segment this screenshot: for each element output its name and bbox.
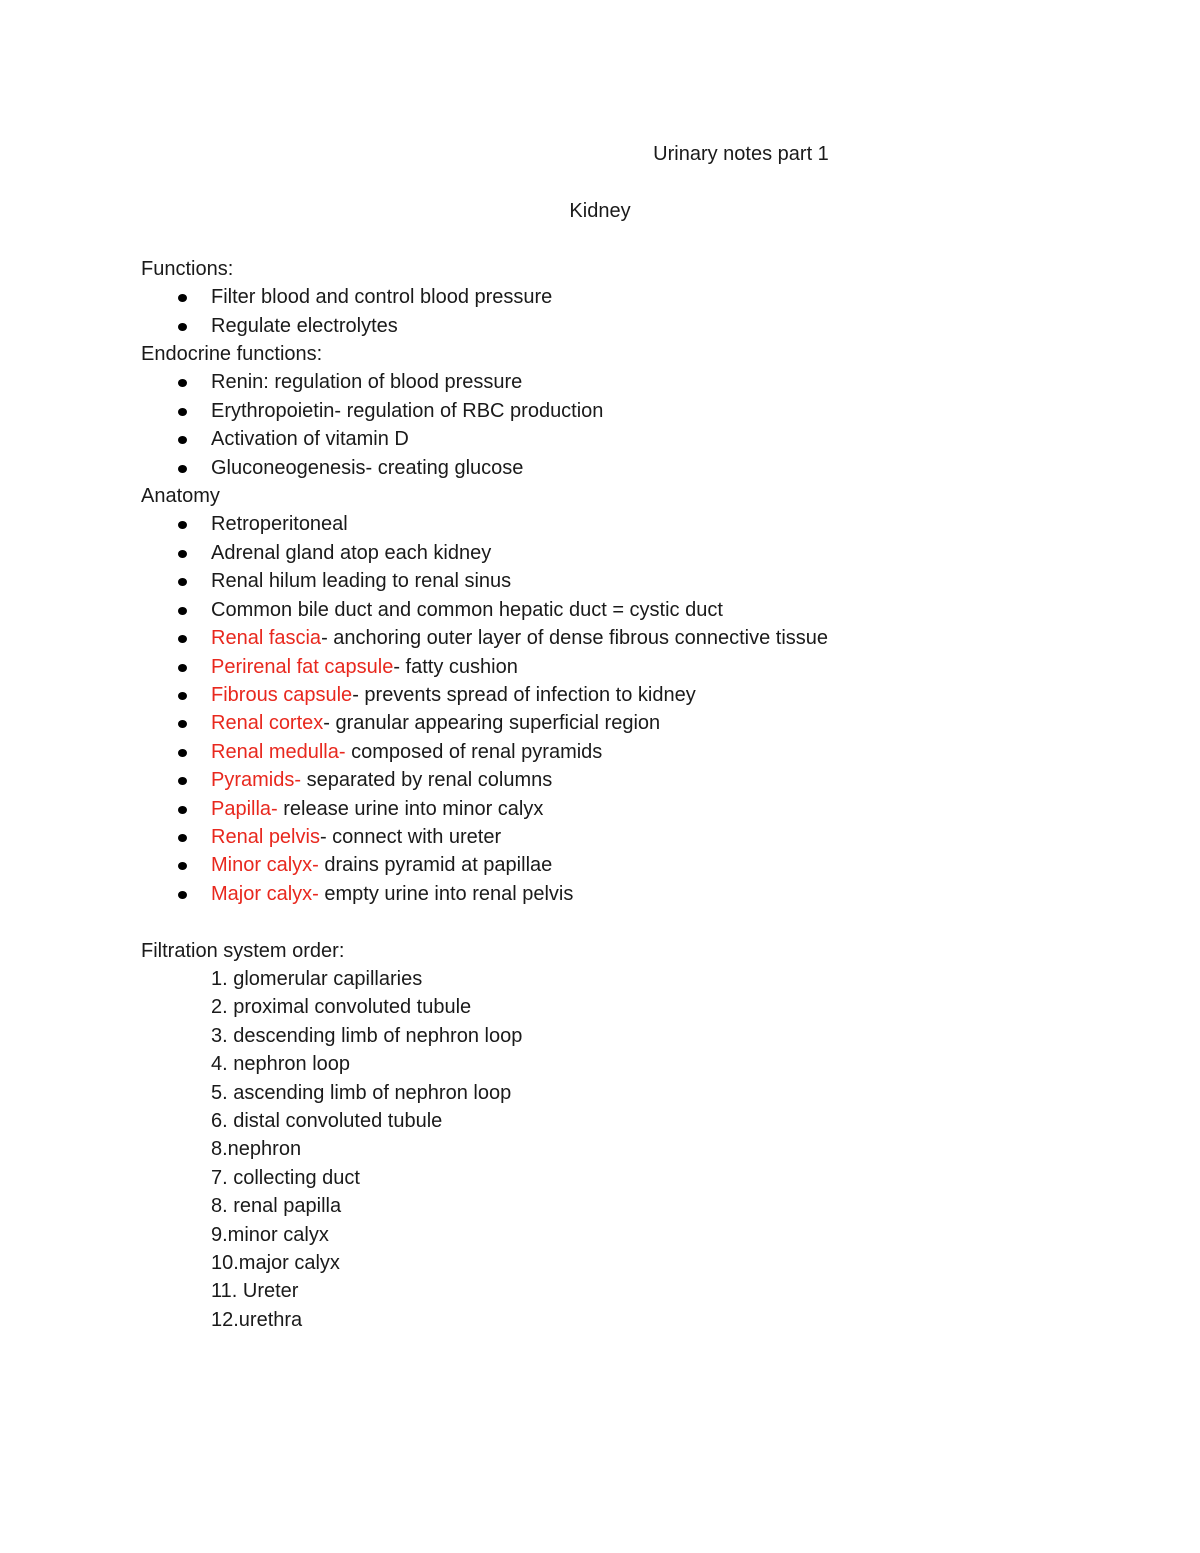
list-item — [141, 397, 1101, 425]
filtration-step: 4. nephron loop — [211, 1053, 351, 1076]
item-text: separated by renal columns — [301, 769, 553, 792]
item-text: drains pyramid at papillae — [318, 854, 553, 877]
list-item — [141, 368, 1101, 396]
list-item — [141, 283, 1101, 311]
highlighted-term: Renal fascia — [211, 627, 322, 650]
list-item — [141, 425, 1101, 453]
document-title: Urinary notes part 1 — [653, 143, 829, 165]
filtration-step: 5. ascending limb of nephron loop — [211, 1081, 512, 1104]
filtration-step: 2. proximal convoluted tubule — [211, 996, 472, 1019]
item-text: composed of renal pyramids — [345, 740, 603, 763]
filtration-step: 8. renal papilla — [211, 1195, 342, 1218]
highlighted-term: Pyramids- — [211, 769, 302, 792]
list-item — [141, 454, 1101, 482]
filtration-step: 10.major calyx — [211, 1252, 340, 1275]
highlighted-term: Minor calyx- — [211, 854, 319, 877]
item-text: Renin: regulation of blood pressure — [211, 371, 523, 394]
highlighted-term: Fibrous capsule — [211, 683, 353, 706]
document-body — [141, 140, 1101, 1334]
section-heading: Anatomy — [141, 485, 220, 508]
filtration-step: 12.urethra — [211, 1308, 303, 1331]
blank-line — [141, 908, 1101, 936]
item-text: - connect with ureter — [319, 825, 502, 848]
bullet-list — [141, 368, 1101, 482]
highlighted-term: Renal pelvis — [211, 825, 320, 848]
bullet-list — [141, 510, 1101, 908]
filtration-step: 7. collecting duct — [211, 1166, 360, 1189]
list-item — [141, 709, 1101, 737]
section-heading: Functions: — [141, 257, 234, 280]
list-item — [141, 539, 1101, 567]
section-heading: Endocrine functions: — [141, 343, 323, 366]
highlighted-term: Renal cortex — [211, 712, 324, 735]
item-text: Retroperitoneal — [211, 513, 348, 536]
highlighted-term: Renal medulla- — [211, 740, 346, 763]
item-text: Gluconeogenesis- creating glucose — [211, 456, 524, 479]
item-text: - anchoring outer layer of dense fibrous connective tissue — [321, 627, 829, 650]
item-text: Adrenal gland atop each kidney — [211, 541, 492, 564]
list-item — [141, 510, 1101, 538]
filtration-step: 1. glomerular capillaries — [211, 967, 423, 990]
filtration-step: 8.nephron — [211, 1138, 302, 1161]
item-text: - fatty cushion — [393, 655, 518, 678]
list-item — [141, 653, 1101, 681]
filtration-step: 6. distal convoluted tubule — [211, 1109, 443, 1132]
item-text: - granular appearing superficial region — [323, 712, 661, 735]
bullet-list — [141, 283, 1101, 340]
list-item — [141, 624, 1101, 652]
list-item — [141, 738, 1101, 766]
list-item — [141, 880, 1101, 908]
item-text: Common bile duct and common hepatic duct = cystic duct — [211, 598, 723, 621]
list-item — [141, 567, 1101, 595]
filtration-step: 11. Ureter — [211, 1280, 299, 1303]
filtration-steps-list — [141, 965, 1101, 1334]
highlighted-term: Papilla- — [211, 797, 278, 820]
item-text: Regulate electrolytes — [211, 314, 398, 337]
highlighted-term: Major calyx- — [211, 882, 319, 905]
item-text: - prevents spread of infection to kidney — [352, 683, 696, 706]
list-item — [141, 766, 1101, 794]
filtration-step: 9.minor calyx — [211, 1223, 329, 1246]
list-item — [141, 596, 1101, 624]
list-item — [141, 823, 1101, 851]
list-item — [141, 681, 1101, 709]
document-subtitle: Kidney — [569, 200, 631, 223]
item-text: Renal hilum leading to renal sinus — [211, 570, 512, 593]
filtration-step: 3. descending limb of nephron loop — [211, 1024, 523, 1047]
notes-sections — [141, 255, 1101, 908]
item-text: Activation of vitamin D — [211, 428, 409, 451]
list-item — [141, 312, 1101, 340]
list-item — [141, 795, 1101, 823]
item-text: release urine into minor calyx — [277, 797, 544, 820]
item-text: Filter blood and control blood pressure — [211, 286, 553, 309]
item-text: empty urine into renal pelvis — [318, 882, 574, 905]
highlighted-term: Perirenal fat capsule — [211, 655, 394, 678]
item-text: Erythropoietin- regulation of RBC production — [211, 399, 604, 422]
filtration-heading: Filtration system order: — [141, 939, 345, 962]
list-item — [141, 851, 1101, 879]
